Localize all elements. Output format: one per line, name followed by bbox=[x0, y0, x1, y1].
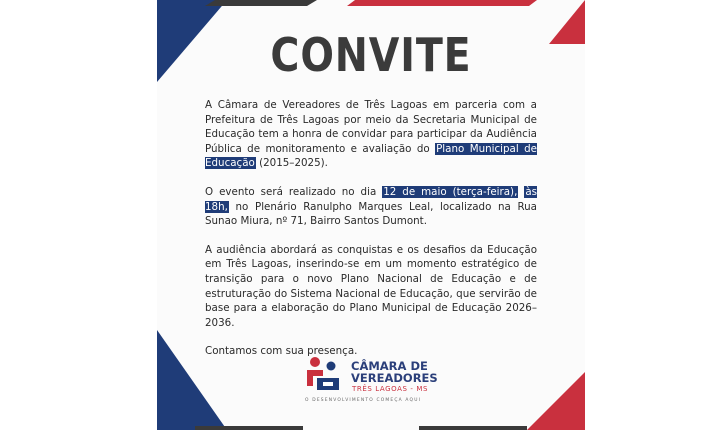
logo-tagline: O DESENVOLVIMENTO COMEÇA AQUI bbox=[305, 398, 422, 403]
time-highlight: às 18h, bbox=[205, 185, 537, 213]
camara-logo-mark bbox=[305, 354, 347, 394]
intro-years: (2015–2025). bbox=[255, 157, 328, 170]
invitation-body bbox=[205, 98, 537, 373]
event-location: no Plenário Ranulpho Marques Leal, localizado na Rua Sunao Miura, nº 71, Bairro Santos Dumont. bbox=[205, 200, 537, 228]
camara-logo bbox=[305, 354, 455, 406]
intro-text: A Câmara de Vereadores de Três Lagoas em parceria com a Prefeitura de Três Lagoas por meio da Secretaria Municipal de Educação tem a honra de convidar para participar da Audiência Pública de monitoramento e avaliação do bbox=[205, 99, 537, 155]
paragraph-event bbox=[205, 185, 537, 229]
invitation-card bbox=[157, 0, 585, 430]
paragraph-intro bbox=[205, 98, 537, 171]
page-title: CONVITE bbox=[270, 28, 472, 82]
logo-line2: VEREADORES bbox=[351, 371, 438, 385]
date-highlight: 12 de maio (terça-feira), bbox=[383, 185, 518, 198]
plan-highlight: Plano Municipal de Educação bbox=[205, 142, 538, 170]
paragraph-description: A audiência abordará as conquistas e os desafios da Educação em Três Lagoas, inserindo-se em um momento estratégico de transição para o novo Plano Nacional de Educação e de estruturação do Sistema Nacional de Educação, que servirão de base para a elaboração do Plano Municipal de Educação 2026–2036. bbox=[205, 243, 537, 329]
logo-line1: CÂMARA DE bbox=[351, 359, 428, 373]
event-text: O evento será realizado no dia bbox=[205, 185, 383, 198]
logo-line3: TRÊS LAGOAS - MS bbox=[352, 385, 429, 393]
closing-text: Contamos com sua presença. bbox=[205, 345, 358, 358]
